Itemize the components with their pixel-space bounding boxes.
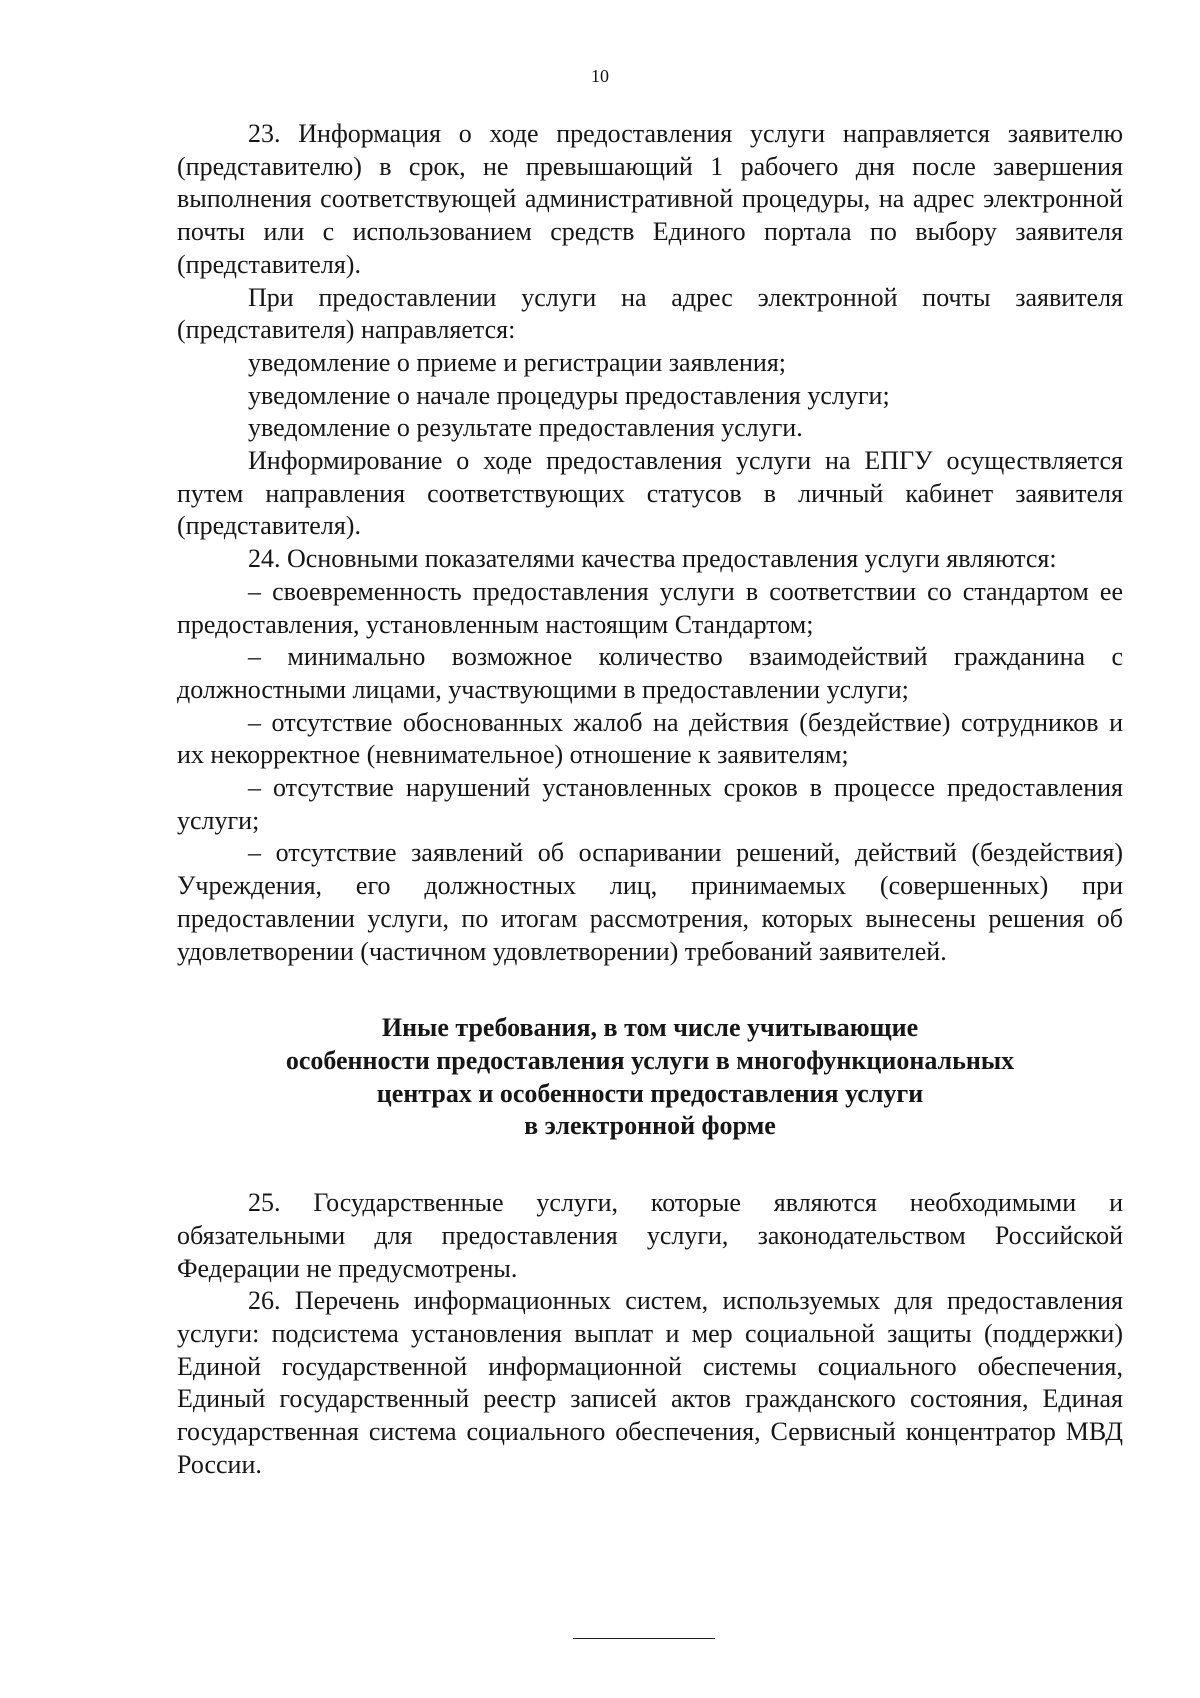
- page-number: 10: [591, 66, 609, 86]
- paragraph-23-epgu: Информирование о ходе предоставления услуги на ЕПГУ осуществляется путем направления соответствующих статусов в личный кабинет заявителя (представителя).: [177, 446, 1123, 541]
- quality-indicator-item: – минимально возможное количество взаимодействий гражданина с должностными лицами, участвующими в предоставлении услуги;: [177, 642, 1123, 704]
- quality-indicator-item: – отсутствие нарушений установленных сроков в процессе предоставления услуги;: [177, 773, 1123, 835]
- section-heading: [177, 1012, 1123, 1143]
- section-heading-line: Иные требования, в том числе учитывающие: [381, 1013, 919, 1043]
- end-rule: [573, 1638, 715, 1639]
- notice-item: уведомление о результате предоставления услуги.: [248, 413, 803, 443]
- quality-indicator-item: – отсутствие обоснованных жалоб на действия (бездействие) сотрудников и их некорректное (невнимательное) отношение к заявителям;: [177, 707, 1123, 770]
- paragraph-23-email: При предоставлении услуги на адрес электронной почты заявителя (представителя) направляется:: [177, 282, 1123, 345]
- section-heading-line: особенности предоставления услуги в многофункциональных: [285, 1045, 1015, 1075]
- notice-item: уведомление о начале процедуры предоставления услуги;: [248, 380, 890, 410]
- section-heading-line: центрах и особенности предоставления услуги: [376, 1078, 924, 1108]
- paragraph-24: 24. Основными показателями качества предоставления услуги являются:: [248, 544, 1057, 574]
- quality-indicator-item: – своевременность предоставления услуги в соответствии со стандартом ее предоставления, установленным настоящим Стандартом;: [177, 576, 1123, 639]
- paragraph-25: 25. Государственные услуги, которые являются необходимыми и обязательными для предоставления услуги, законодательством Российской Федерации не предусмотрены.: [177, 1188, 1123, 1283]
- paragraph-23: 23. Информация о ходе предоставления услуги направляется заявителю (представителю) в срок, не превышающий 1 рабочего дня после завершения выполнения соответствующей административной процедуры, на адрес электронной почты или с использованием средств Единого портала по выбору заявителя (представителя).: [177, 119, 1123, 279]
- paragraph-26: 26. Перечень информационных систем, используемых для предоставления услуги: подсистема установления выплат и мер социальной защиты (поддержки) Единой государственной информационной системы социального обеспечения, Единый государственный реестр записей актов гражданского состояния, Единая государственная система социального обеспечения, Сервисный концентратор МВД России.: [177, 1286, 1123, 1479]
- section-heading-line: в электронной форме: [524, 1111, 776, 1141]
- notice-item: уведомление о приеме и регистрации заявления;: [248, 347, 787, 377]
- quality-indicator-item: – отсутствие заявлений об оспаривании решений, действий (бездействия) Учреждения, его должностных лиц, принимаемых (совершенных) при предоставлении услуги, по итогам рассмотрения, которых вынесены решения об удовлетворении (частичном удовлетворении) требований заявителей.: [177, 838, 1123, 966]
- document-body: [177, 118, 1123, 1481]
